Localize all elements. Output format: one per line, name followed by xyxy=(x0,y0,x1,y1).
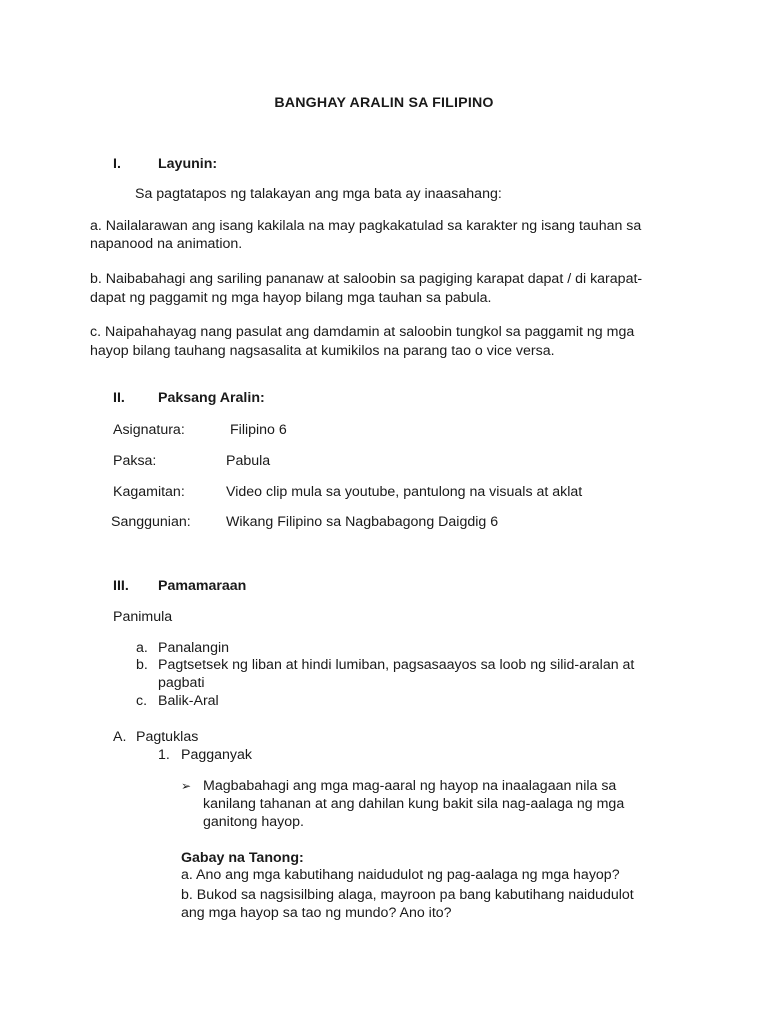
section-3-numeral: III. xyxy=(113,578,129,594)
panimula-item-b-marker: b. xyxy=(136,657,148,673)
pagganyak-marker: 1. xyxy=(158,747,170,763)
gabay-question-a: a. Ano ang mga kabutihang naidudulot ng pag-aalaga ng mga hayop? xyxy=(181,867,620,883)
section-1-intro: Sa pagtatapos ng talakayan ang mga bata ay inaasahang: xyxy=(135,186,502,202)
objective-b-line-2: dapat ng paggamit ng mga hayop bilang mga tauhan sa pabula. xyxy=(90,290,492,306)
panimula-item-c: Balik-Aral xyxy=(158,693,219,709)
panimula-item-a: Panalangin xyxy=(158,640,229,656)
panimula-item-b-line-2: pagbati xyxy=(158,675,205,691)
row-label-sanggunian: Sanggunian: xyxy=(111,514,191,530)
gabay-question-b-line-1: b. Bukod sa nagsisilbing alaga, mayroon pa bang kabutihang naidudulot xyxy=(181,887,634,903)
objective-c-line-1: c. Naipahahayag nang pasulat ang damdamin at saloobin tungkol sa paggamit ng mga xyxy=(90,324,635,340)
gabay-heading: Gabay na Tanong: xyxy=(181,850,304,866)
panimula-item-a-marker: a. xyxy=(136,640,148,656)
section-3-heading: Pamamaraan xyxy=(158,578,247,594)
row-label-paksa: Paksa: xyxy=(113,453,157,469)
pagtuklas-label: Pagtuklas xyxy=(136,729,199,745)
panimula-item-b-line-1: Pagtsetsek ng liban at hindi lumiban, pagsasaayos sa loob ng silid-aralan at xyxy=(158,657,635,673)
pagganyak-text-line-2: kanilang tahanan at ang dahilan kung bakit sila nag-aalaga ng mga xyxy=(203,796,625,812)
row-label-kagamitan: Kagamitan: xyxy=(113,484,185,500)
pagganyak-label: Pagganyak xyxy=(181,747,252,763)
objective-a-line-2: napanood na animation. xyxy=(90,236,243,252)
gabay-question-b-line-2: ang mga hayop sa tao ng mundo? Ano ito? xyxy=(181,905,452,921)
document-title: BANGHAY ARALIN SA FILIPINO xyxy=(274,95,494,111)
row-value-kagamitan: Video clip mula sa youtube, pantulong na visuals at aklat xyxy=(226,484,583,500)
section-1-heading: Layunin: xyxy=(158,156,218,172)
row-value-sanggunian: Wikang Filipino sa Nagbabagong Daigdig 6 xyxy=(226,514,499,530)
pagtuklas-marker: A. xyxy=(113,729,127,745)
pagganyak-text-line-1: Magbabahagi ang mga mag-aaral ng hayop na inaalagaan nila sa xyxy=(203,778,617,794)
section-1-numeral: I. xyxy=(113,156,121,172)
panimula-item-c-marker: c. xyxy=(136,693,148,709)
objective-b-line-1: b. Naibabahagi ang sariling pananaw at saloobin sa pagiging karapat dapat / di karapat- xyxy=(90,271,643,287)
row-value-asignatura: Filipino 6 xyxy=(230,422,287,438)
section-2-heading: Paksang Aralin: xyxy=(158,390,265,406)
section-2-numeral: II. xyxy=(113,390,125,406)
row-value-paksa: Pabula xyxy=(226,453,271,469)
row-label-asignatura: Asignatura: xyxy=(113,422,185,438)
pagganyak-text-line-3: ganitong hayop. xyxy=(203,814,304,830)
objective-a-line-1: a. Nailalarawan ang isang kakilala na may pagkakatulad sa karakter ng isang tauhan sa xyxy=(90,218,642,234)
panimula-label: Panimula xyxy=(113,609,173,625)
arrow-bullet-icon: ➢ xyxy=(181,779,192,793)
objective-c-line-2: hayop bilang tauhang nagsasalita at kumikilos na parang tao o vice versa. xyxy=(90,343,555,359)
